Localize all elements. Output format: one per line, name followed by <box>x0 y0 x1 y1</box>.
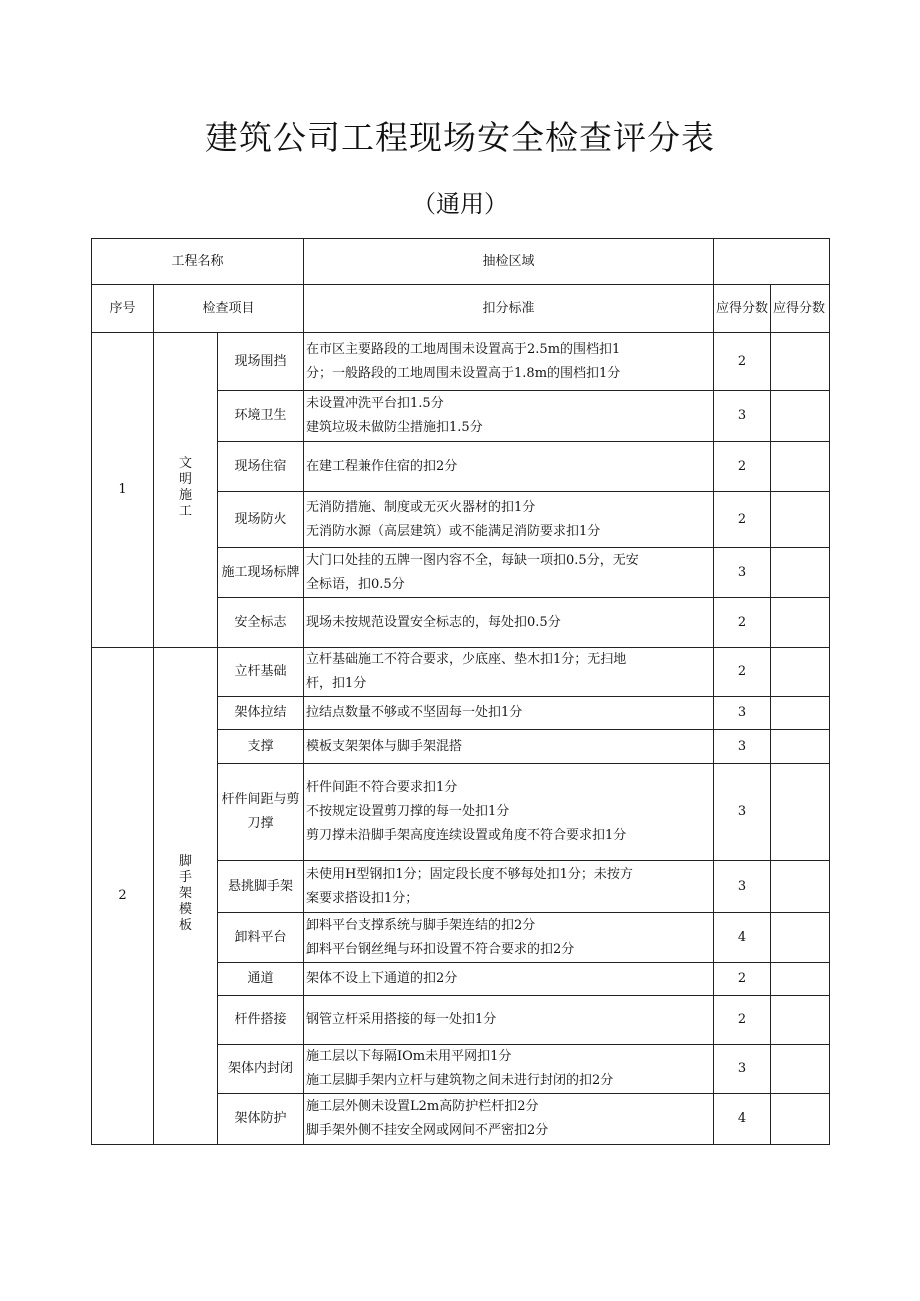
actual-score-cell[interactable] <box>771 1045 830 1094</box>
criteria-line: 未设置冲洗平台扣1.5分 <box>306 396 444 411</box>
criteria-header: 扣分标准 <box>304 285 714 333</box>
criteria-line: 建筑垃圾未做防尘措施扣1.5分 <box>306 420 483 435</box>
due-score-cell: 4 <box>714 1094 771 1145</box>
criteria-line: 卸料平台支撑系统与脚手架连结的扣2分 <box>306 917 536 933</box>
criteria-line: 分；一般路段的工地周围未设置高于1.8m的围档扣1分 <box>306 365 621 381</box>
criteria-line: 杆件间距不符合要求扣1分 <box>306 780 458 795</box>
due-score-cell: 3 <box>714 697 771 730</box>
item-name-cell: 架体防护 <box>218 1094 304 1145</box>
item-name-cell: 环境卫生 <box>218 391 304 442</box>
due-score-cell: 3 <box>714 1045 771 1094</box>
actual-score-cell[interactable] <box>771 598 830 648</box>
actual-score-cell[interactable] <box>771 391 830 442</box>
criteria-cell <box>304 492 714 548</box>
item-header: 检查项目 <box>154 285 304 333</box>
item-name-cell: 卸料平台 <box>218 913 304 963</box>
actual-score-cell[interactable] <box>771 730 830 764</box>
project-name-label: 工程名称 <box>92 239 304 285</box>
criteria-line: 卸料平台钢丝绳与环扣设置不符合要求的扣2分 <box>306 941 575 957</box>
criteria-line: 杆，扣1分 <box>306 676 367 691</box>
due-score-cell: 2 <box>714 648 771 697</box>
criteria-cell <box>304 861 714 913</box>
criteria-cell <box>304 996 714 1045</box>
item-name-cell: 现场防火 <box>218 492 304 548</box>
due-score-cell: 2 <box>714 333 771 391</box>
item-name-cell: 杆件间距与剪刀撑 <box>218 764 304 861</box>
page-title: 建筑公司工程现场安全检查评分表 <box>205 118 715 157</box>
item-name-cell: 杆件搭接 <box>218 996 304 1045</box>
category-label: 文明施工 <box>178 456 192 519</box>
criteria-cell <box>304 548 714 598</box>
actual-score-cell[interactable] <box>771 442 830 492</box>
category-cell <box>154 648 218 1145</box>
got-score-header: 应得分数 <box>771 285 830 333</box>
item-name-cell: 支撑 <box>218 730 304 764</box>
actual-score-cell[interactable] <box>771 492 830 548</box>
criteria-cell <box>304 333 714 391</box>
criteria-cell <box>304 730 714 764</box>
actual-score-cell[interactable] <box>771 697 830 730</box>
area-label: 抽检区域 <box>304 239 714 285</box>
seq-cell: 1 <box>92 333 154 648</box>
criteria-cell <box>304 963 714 996</box>
criteria-line: 钢管立杆采用搭接的每一处扣1分 <box>306 1012 497 1027</box>
due-score-cell: 2 <box>714 598 771 648</box>
page-subtitle: （通用） <box>412 190 508 218</box>
category-label: 脚手架模板 <box>178 854 192 933</box>
actual-score-cell[interactable] <box>771 333 830 391</box>
seq-header: 序号 <box>92 285 154 333</box>
due-score-cell: 3 <box>714 548 771 598</box>
area-value-cell[interactable] <box>714 239 830 285</box>
header-row-columns <box>92 285 830 333</box>
criteria-line: 脚手架外侧不挂安全网或网间不严密扣2分 <box>306 1123 549 1138</box>
actual-score-cell[interactable] <box>771 963 830 996</box>
criteria-line: 模板支架架体与脚手架混搭 <box>306 738 463 754</box>
item-name-cell: 现场围挡 <box>218 333 304 391</box>
actual-score-cell[interactable] <box>771 996 830 1045</box>
criteria-line: 剪刀撑未沿脚手架高度连续设置或角度不符合要求扣1分 <box>306 828 627 843</box>
criteria-line: 拉结点数量不够或不坚固每一处扣1分 <box>306 705 523 720</box>
table-row <box>92 333 830 391</box>
criteria-line: 大门口处挂的五牌一图内容不全，每缺一项扣0.5分，无安 <box>306 552 639 568</box>
actual-score-cell[interactable] <box>771 548 830 598</box>
due-score-cell: 2 <box>714 963 771 996</box>
actual-score-cell[interactable] <box>771 1094 830 1145</box>
due-score-cell: 3 <box>714 861 771 913</box>
criteria-line: 无消防水源（高层建筑）或不能满足消防要求扣1分 <box>306 523 601 539</box>
criteria-line: 在市区主要路段的工地周围未设置高于2.5m的围档扣1 <box>306 341 621 357</box>
criteria-line: 施工层脚手架内立杆与建筑物之间未进行封闭的扣2分 <box>306 1073 614 1088</box>
criteria-line: 立杆基础施工不符合要求，少底座、垫木扣1分；无扫地 <box>306 652 627 667</box>
item-name-cell: 立杆基础 <box>218 648 304 697</box>
criteria-cell <box>304 598 714 648</box>
inspection-table <box>91 238 830 1145</box>
criteria-line: 案要求搭设扣1分； <box>306 890 419 906</box>
due-score-cell: 2 <box>714 442 771 492</box>
criteria-cell <box>304 1045 714 1094</box>
actual-score-cell[interactable] <box>771 764 830 861</box>
due-score-cell: 4 <box>714 913 771 963</box>
due-score-cell: 2 <box>714 492 771 548</box>
item-name-cell: 通道 <box>218 963 304 996</box>
item-name-cell: 安全标志 <box>218 598 304 648</box>
criteria-cell <box>304 648 714 697</box>
item-name-cell: 现场住宿 <box>218 442 304 492</box>
criteria-line: 无消防措施、制度或无灭火器材的扣1分 <box>306 499 536 515</box>
category-cell <box>154 333 218 648</box>
criteria-line: 施工层外侧未设置L2m高防护栏杆扣2分 <box>306 1099 539 1114</box>
table-row <box>92 648 830 697</box>
criteria-line: 现场未按规范设置安全标志的，每处扣0.5分 <box>306 614 561 630</box>
item-name-cell: 架体内封闭 <box>218 1045 304 1094</box>
actual-score-cell[interactable] <box>771 861 830 913</box>
seq-cell: 2 <box>92 648 154 1145</box>
criteria-cell <box>304 391 714 442</box>
header-row-project <box>92 239 830 285</box>
criteria-line: 在建工程兼作住宿的扣2分 <box>306 458 458 474</box>
due-score-cell: 2 <box>714 996 771 1045</box>
due-score-header: 应得分数 <box>714 285 771 333</box>
actual-score-cell[interactable] <box>771 648 830 697</box>
criteria-cell <box>304 764 714 861</box>
criteria-line: 未使用H型钢扣1分；固定段长度不够每处扣1分；未按方 <box>306 866 633 882</box>
criteria-line: 施工层以下每隔IOm未用平网扣1分 <box>306 1049 512 1064</box>
item-name-cell: 施工现场标牌 <box>218 548 304 598</box>
criteria-cell <box>304 442 714 492</box>
due-score-cell: 3 <box>714 764 771 861</box>
criteria-cell <box>304 1094 714 1145</box>
item-name-cell: 悬挑脚手架 <box>218 861 304 913</box>
criteria-line: 不按规定设置剪刀撑的每一处扣1分 <box>306 804 510 819</box>
actual-score-cell[interactable] <box>771 913 830 963</box>
criteria-line: 全标语，扣0.5分 <box>306 576 405 592</box>
criteria-cell <box>304 697 714 730</box>
criteria-cell <box>304 913 714 963</box>
item-name-cell: 架体拉结 <box>218 697 304 730</box>
due-score-cell: 3 <box>714 391 771 442</box>
criteria-line: 架体不设上下通道的扣2分 <box>306 971 458 986</box>
due-score-cell: 3 <box>714 730 771 764</box>
